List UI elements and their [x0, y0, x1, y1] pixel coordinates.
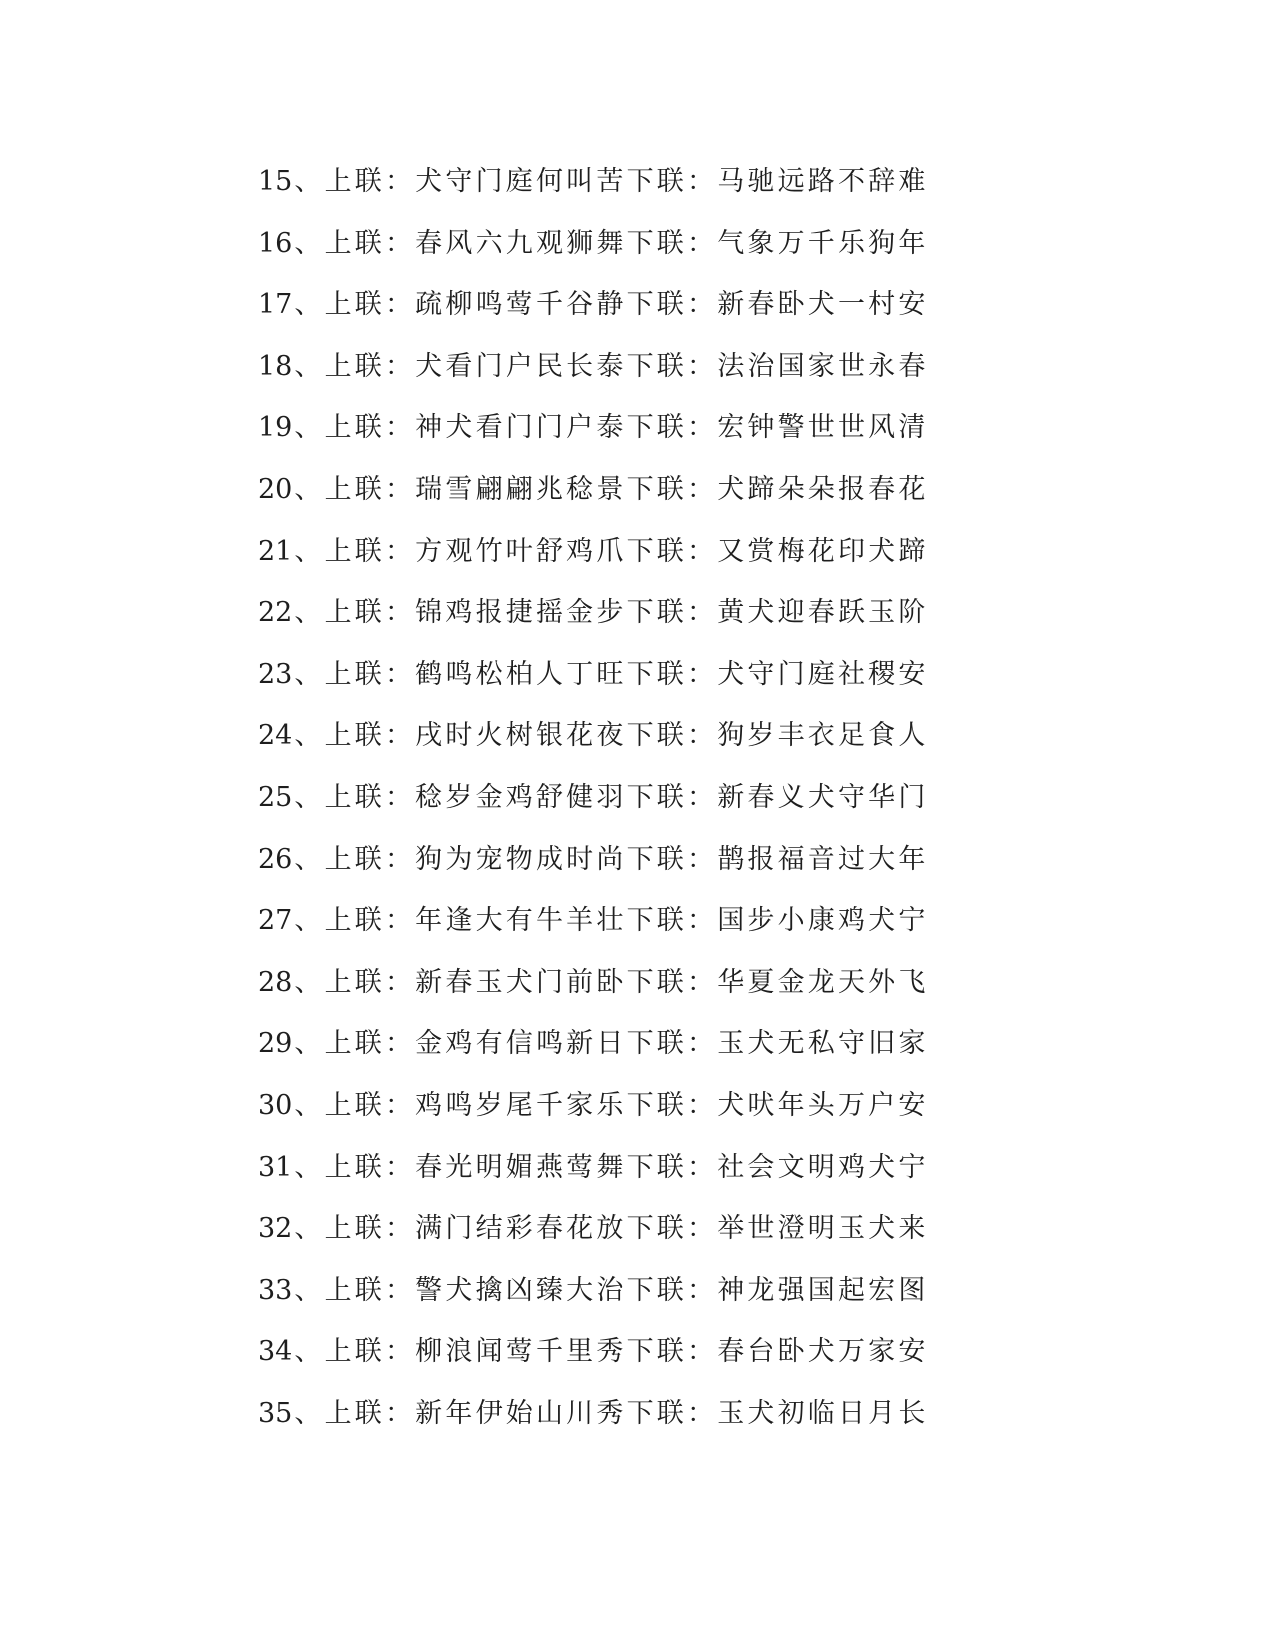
upper-line: 新春玉犬门前卧 — [415, 966, 627, 998]
lower-label: 下联： — [626, 1213, 718, 1245]
couplet-separator: 、 — [294, 658, 325, 690]
upper-label: 上联： — [324, 905, 416, 937]
upper-line: 神犬看门门户泰 — [415, 412, 627, 444]
couplet-number: 24 — [258, 720, 293, 752]
couplet-separator: 、 — [294, 535, 325, 567]
lower-label: 下联： — [626, 720, 718, 752]
lower-label: 下联： — [626, 843, 718, 875]
lower-label: 下联： — [626, 473, 718, 505]
upper-label: 上联： — [324, 412, 416, 444]
lower-line: 举世澄明玉犬来 — [717, 1213, 929, 1245]
couplet-line — [258, 840, 929, 902]
upper-line: 狗为宠物成时尚 — [415, 843, 627, 875]
couplet-number: 29 — [258, 1028, 293, 1060]
upper-label: 上联： — [324, 227, 416, 259]
lower-line: 气象万千乐狗年 — [717, 227, 929, 259]
couplet-line — [258, 1394, 929, 1456]
upper-label: 上联： — [324, 966, 416, 998]
upper-label: 上联： — [324, 1397, 416, 1429]
upper-line: 春风六九观狮舞 — [415, 227, 627, 259]
lower-line: 新春卧犬一村安 — [717, 289, 929, 321]
couplet-number: 21 — [258, 535, 293, 567]
couplet-number: 16 — [258, 227, 293, 259]
lower-line: 法治国家世永春 — [717, 350, 929, 382]
couplet-list — [258, 162, 929, 1455]
upper-label: 上联： — [324, 1089, 416, 1121]
lower-label: 下联： — [626, 966, 718, 998]
couplet-separator: 、 — [294, 1274, 325, 1306]
couplet-number: 25 — [258, 781, 293, 813]
couplet-number: 33 — [258, 1274, 293, 1306]
upper-label: 上联： — [324, 535, 416, 567]
upper-label: 上联： — [324, 1151, 416, 1183]
upper-line: 锦鸡报捷摇金步 — [415, 597, 627, 629]
upper-label: 上联： — [324, 289, 416, 321]
couplet-separator: 、 — [294, 720, 325, 752]
upper-line: 新年伊始山川秀 — [415, 1397, 627, 1429]
upper-line: 犬看门户民长泰 — [415, 350, 627, 382]
upper-label: 上联： — [324, 473, 416, 505]
couplet-separator: 、 — [294, 412, 325, 444]
lower-line: 春台卧犬万家安 — [717, 1336, 929, 1368]
lower-label: 下联： — [626, 1397, 718, 1429]
couplet-separator: 、 — [294, 905, 325, 937]
lower-label: 下联： — [626, 289, 718, 321]
lower-label: 下联： — [626, 1151, 718, 1183]
upper-line: 鹤鸣松柏人丁旺 — [415, 658, 627, 690]
lower-line: 新春义犬守华门 — [717, 781, 929, 813]
couplet-number: 20 — [258, 473, 293, 505]
couplet-number: 28 — [258, 966, 293, 998]
upper-label: 上联： — [324, 658, 416, 690]
couplet-number: 35 — [258, 1397, 293, 1429]
couplet-line — [258, 532, 929, 594]
couplet-line — [258, 347, 929, 409]
couplet-number: 19 — [258, 412, 293, 444]
upper-label: 上联： — [324, 350, 416, 382]
lower-line: 宏钟警世世风清 — [717, 412, 929, 444]
couplet-separator: 、 — [294, 597, 325, 629]
couplet-line — [258, 778, 929, 840]
couplet-number: 34 — [258, 1336, 293, 1368]
upper-label: 上联： — [324, 843, 416, 875]
couplet-line — [258, 285, 929, 347]
upper-label: 上联： — [324, 781, 416, 813]
couplet-line — [258, 1086, 929, 1148]
couplet-line — [258, 593, 929, 655]
upper-line: 警犬擒凶臻大治 — [415, 1274, 627, 1306]
couplet-separator: 、 — [294, 1336, 325, 1368]
couplet-separator: 、 — [294, 1028, 325, 1060]
couplet-separator: 、 — [294, 966, 325, 998]
couplet-separator: 、 — [294, 289, 325, 321]
couplet-separator: 、 — [294, 1089, 325, 1121]
upper-label: 上联： — [324, 1213, 416, 1245]
couplet-separator: 、 — [294, 227, 325, 259]
upper-line: 疏柳鸣莺千谷静 — [415, 289, 627, 321]
lower-line: 华夏金龙天外飞 — [717, 966, 929, 998]
couplet-line — [258, 901, 929, 963]
upper-line: 瑞雪翩翩兆稔景 — [415, 473, 627, 505]
lower-label: 下联： — [626, 412, 718, 444]
couplet-number: 15 — [258, 166, 293, 197]
lower-line: 马驰远路不辞难 — [717, 166, 929, 197]
lower-label: 下联： — [626, 1336, 718, 1368]
couplet-number: 31 — [258, 1151, 293, 1183]
couplet-number: 17 — [258, 289, 293, 321]
lower-label: 下联： — [626, 1089, 718, 1121]
couplet-separator: 、 — [294, 1151, 325, 1183]
lower-label: 下联： — [626, 227, 718, 259]
couplet-separator: 、 — [294, 843, 325, 875]
lower-line: 鹊报福音过大年 — [717, 843, 929, 875]
couplet-line — [258, 162, 929, 224]
lower-line: 玉犬无私守旧家 — [717, 1028, 929, 1060]
lower-label: 下联： — [626, 1028, 718, 1060]
upper-line: 年逢大有牛羊壮 — [415, 905, 627, 937]
upper-line: 稔岁金鸡舒健羽 — [415, 781, 627, 813]
lower-line: 黄犬迎春跃玉阶 — [717, 597, 929, 629]
couplet-number: 32 — [258, 1213, 293, 1245]
upper-line: 春光明媚燕莺舞 — [415, 1151, 627, 1183]
upper-line: 戌时火树银花夜 — [415, 720, 627, 752]
couplet-number: 27 — [258, 905, 293, 937]
couplet-line — [258, 716, 929, 778]
lower-label: 下联： — [626, 781, 718, 813]
upper-line: 方观竹叶舒鸡爪 — [415, 535, 627, 567]
lower-line: 犬吠年头万户安 — [717, 1089, 929, 1121]
lower-label: 下联： — [626, 597, 718, 629]
couplet-line — [258, 1271, 929, 1333]
couplet-number: 30 — [258, 1089, 293, 1121]
couplet-line — [258, 224, 929, 286]
lower-line: 神龙强国起宏图 — [717, 1274, 929, 1306]
upper-label: 上联： — [324, 597, 416, 629]
upper-label: 上联： — [324, 720, 416, 752]
couplet-separator: 、 — [294, 473, 325, 505]
upper-label: 上联： — [324, 1028, 416, 1060]
couplet-separator: 、 — [294, 1213, 325, 1245]
couplet-separator: 、 — [294, 1397, 325, 1429]
upper-label: 上联： — [324, 166, 416, 197]
couplet-line — [258, 1024, 929, 1086]
couplet-line — [258, 1209, 929, 1271]
lower-label: 下联： — [626, 905, 718, 937]
couplet-separator: 、 — [294, 350, 325, 382]
lower-line: 犬蹄朵朵报春花 — [717, 473, 929, 505]
couplet-line — [258, 963, 929, 1025]
lower-label: 下联： — [626, 166, 718, 197]
couplet-separator: 、 — [294, 781, 325, 813]
couplet-separator: 、 — [294, 166, 325, 197]
couplet-number: 18 — [258, 350, 293, 382]
couplet-line — [258, 1148, 929, 1210]
couplet-line — [258, 655, 929, 717]
couplet-line — [258, 408, 929, 470]
upper-line: 鸡鸣岁尾千家乐 — [415, 1089, 627, 1121]
lower-line: 玉犬初临日月长 — [717, 1397, 929, 1429]
upper-line: 犬守门庭何叫苦 — [415, 166, 627, 197]
upper-label: 上联： — [324, 1274, 416, 1306]
couplet-line — [258, 470, 929, 532]
upper-label: 上联： — [324, 1336, 416, 1368]
lower-line: 又赏梅花印犬蹄 — [717, 535, 929, 567]
lower-label: 下联： — [626, 1274, 718, 1306]
couplet-number: 26 — [258, 843, 293, 875]
lower-line: 国步小康鸡犬宁 — [717, 905, 929, 937]
lower-label: 下联： — [626, 535, 718, 567]
lower-line: 犬守门庭社稷安 — [717, 658, 929, 690]
lower-line: 社会文明鸡犬宁 — [717, 1151, 929, 1183]
couplet-line — [258, 1332, 929, 1394]
lower-label: 下联： — [626, 350, 718, 382]
couplet-number: 23 — [258, 658, 293, 690]
upper-line: 柳浪闻莺千里秀 — [415, 1336, 627, 1368]
upper-line: 金鸡有信鸣新日 — [415, 1028, 627, 1060]
lower-line: 狗岁丰衣足食人 — [717, 720, 929, 752]
lower-label: 下联： — [626, 658, 718, 690]
upper-line: 满门结彩春花放 — [415, 1213, 627, 1245]
couplet-number: 22 — [258, 597, 293, 629]
